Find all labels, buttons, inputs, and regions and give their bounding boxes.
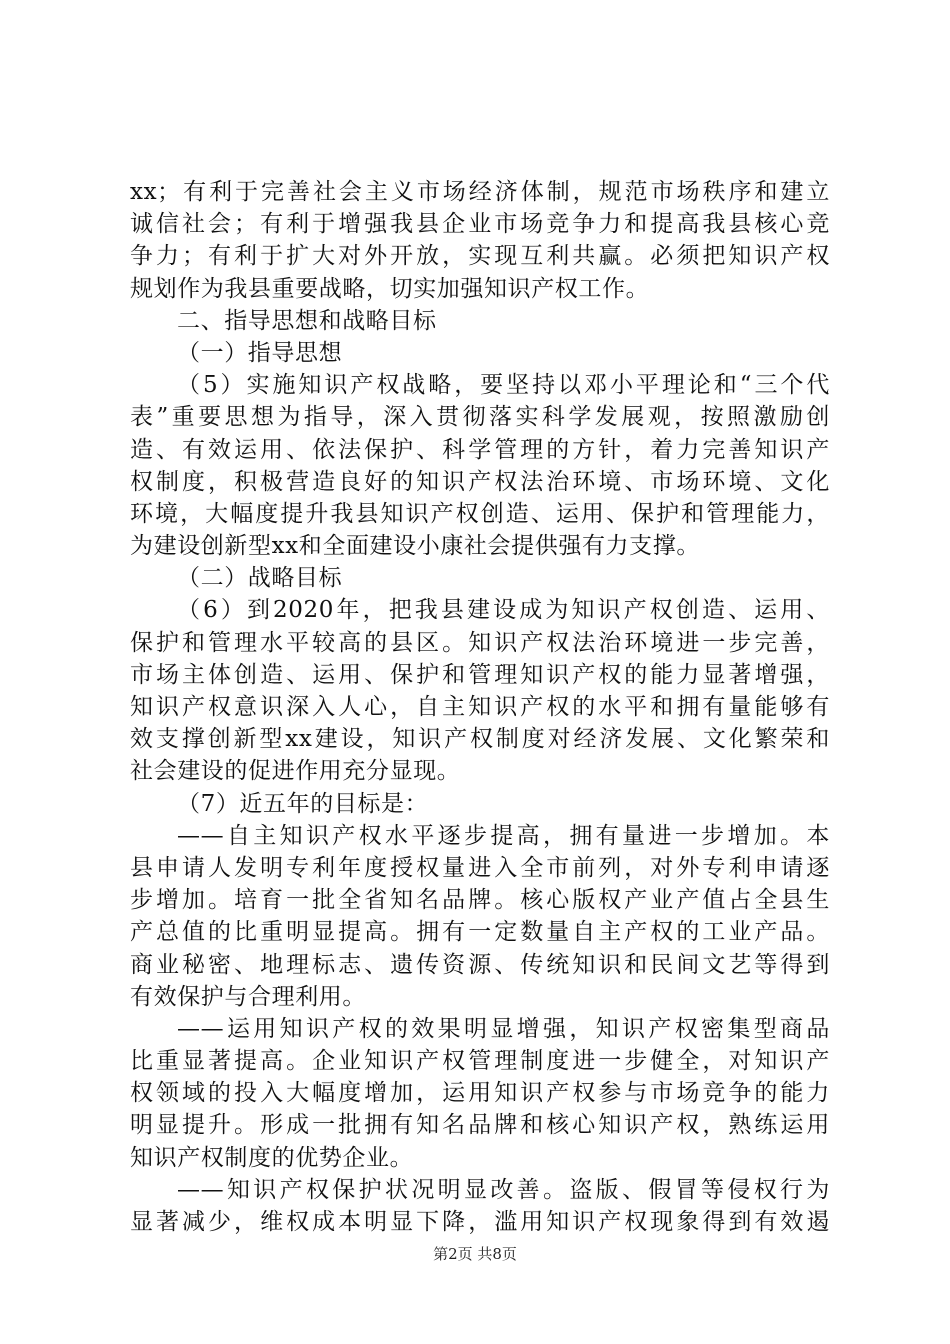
text-line: ——运用知识产权的效果明显增强，知识产权密集型商品 <box>177 1015 830 1042</box>
text-line: 权制度，积极营造良好的知识产权法治环境、市场环境、文化 <box>130 468 830 495</box>
text-line: 环境，大幅度提升我县知识产权创造、运用、保护和管理能力， <box>130 500 830 527</box>
text-line: 县申请人发明专利年度授权量进入全市前列，对外专利申请逐 <box>130 854 830 881</box>
text-line: 诚信社会；有利于增强我县企业市场竞争力和提高我县核心竞 <box>130 211 830 238</box>
text-line: 二、指导思想和战略目标 <box>177 307 437 334</box>
text-line: 表”重要思想为指导，深入贯彻落实科学发展观，按照激励创 <box>130 404 830 431</box>
text-line: 明显提升。形成一批拥有知名品牌和核心知识产权，熟练运用 <box>130 1112 830 1139</box>
text-line: 效支撑创新型xx建设，知识产权制度对经济发展、文化繁荣和 <box>130 726 830 753</box>
text-line: （二）战略目标 <box>177 565 343 592</box>
text-line: 知识产权意识深入人心，自主知识产权的水平和拥有量能够有 <box>130 694 830 720</box>
text-line: 造、有效运用、依法保护、科学管理的方针，着力完善知识产 <box>130 436 830 463</box>
text-line: （一）指导思想 <box>177 339 343 366</box>
text-line: ——知识产权保护状况明显改善。盗版、假冒等侵权行为 <box>177 1176 830 1203</box>
text-line: 知识产权制度的优势企业。 <box>130 1144 414 1171</box>
page-footer: 第2页 共8页 <box>433 1245 517 1263</box>
text-line: 产总值的比重明显提高。拥有一定数量自主产权的工业产品。 <box>130 919 830 946</box>
text-line: 市场主体创造、运用、保护和管理知识产权的能力显著增强， <box>130 661 830 688</box>
text-line: 规划作为我县重要战略，切实加强知识产权工作。 <box>130 275 650 302</box>
text-line: 争力；有利于扩大对外开放，实现互利共赢。必须把知识产权 <box>130 243 830 270</box>
text-line: 社会建设的促进作用充分显现。 <box>130 758 461 785</box>
text-line: 步增加。培育一批全省知名品牌。核心版权产业产值占全县生 <box>130 887 830 914</box>
text-line: 为建设创新型xx和全面建设小康社会提供强有力支撑。 <box>130 533 700 560</box>
text-line: ——自主知识产权水平逐步提高，拥有量进一步增加。本 <box>177 822 830 849</box>
text-line: 商业秘密、地理标志、遗传资源、传统知识和民间文艺等得到 <box>130 951 830 978</box>
text-line: 显著减少，维权成本明显下降，滥用知识产权现象得到有效遏 <box>130 1209 830 1235</box>
text-line: （5）实施知识产权战略，要坚持以邓小平理论和“三个代 <box>177 372 830 399</box>
text-line: 权领域的投入大幅度增加，运用知识产权参与市场竞争的能力 <box>130 1080 830 1107</box>
document-body <box>130 176 830 1238</box>
text-line: 比重显著提高。企业知识产权管理制度进一步健全，对知识产 <box>130 1048 830 1075</box>
text-line: 有效保护与合理利用。 <box>130 983 366 1010</box>
text-line: （7）近五年的目标是： <box>177 790 429 817</box>
text-line: xx；有利于完善社会主义市场经济体制，规范市场秩序和建立 <box>130 179 830 205</box>
text-line: （6）到2020年，把我县建设成为知识产权创造、运用、 <box>177 597 830 624</box>
text-line: 保护和管理水平较高的县区。知识产权法治环境进一步完善， <box>130 629 830 656</box>
